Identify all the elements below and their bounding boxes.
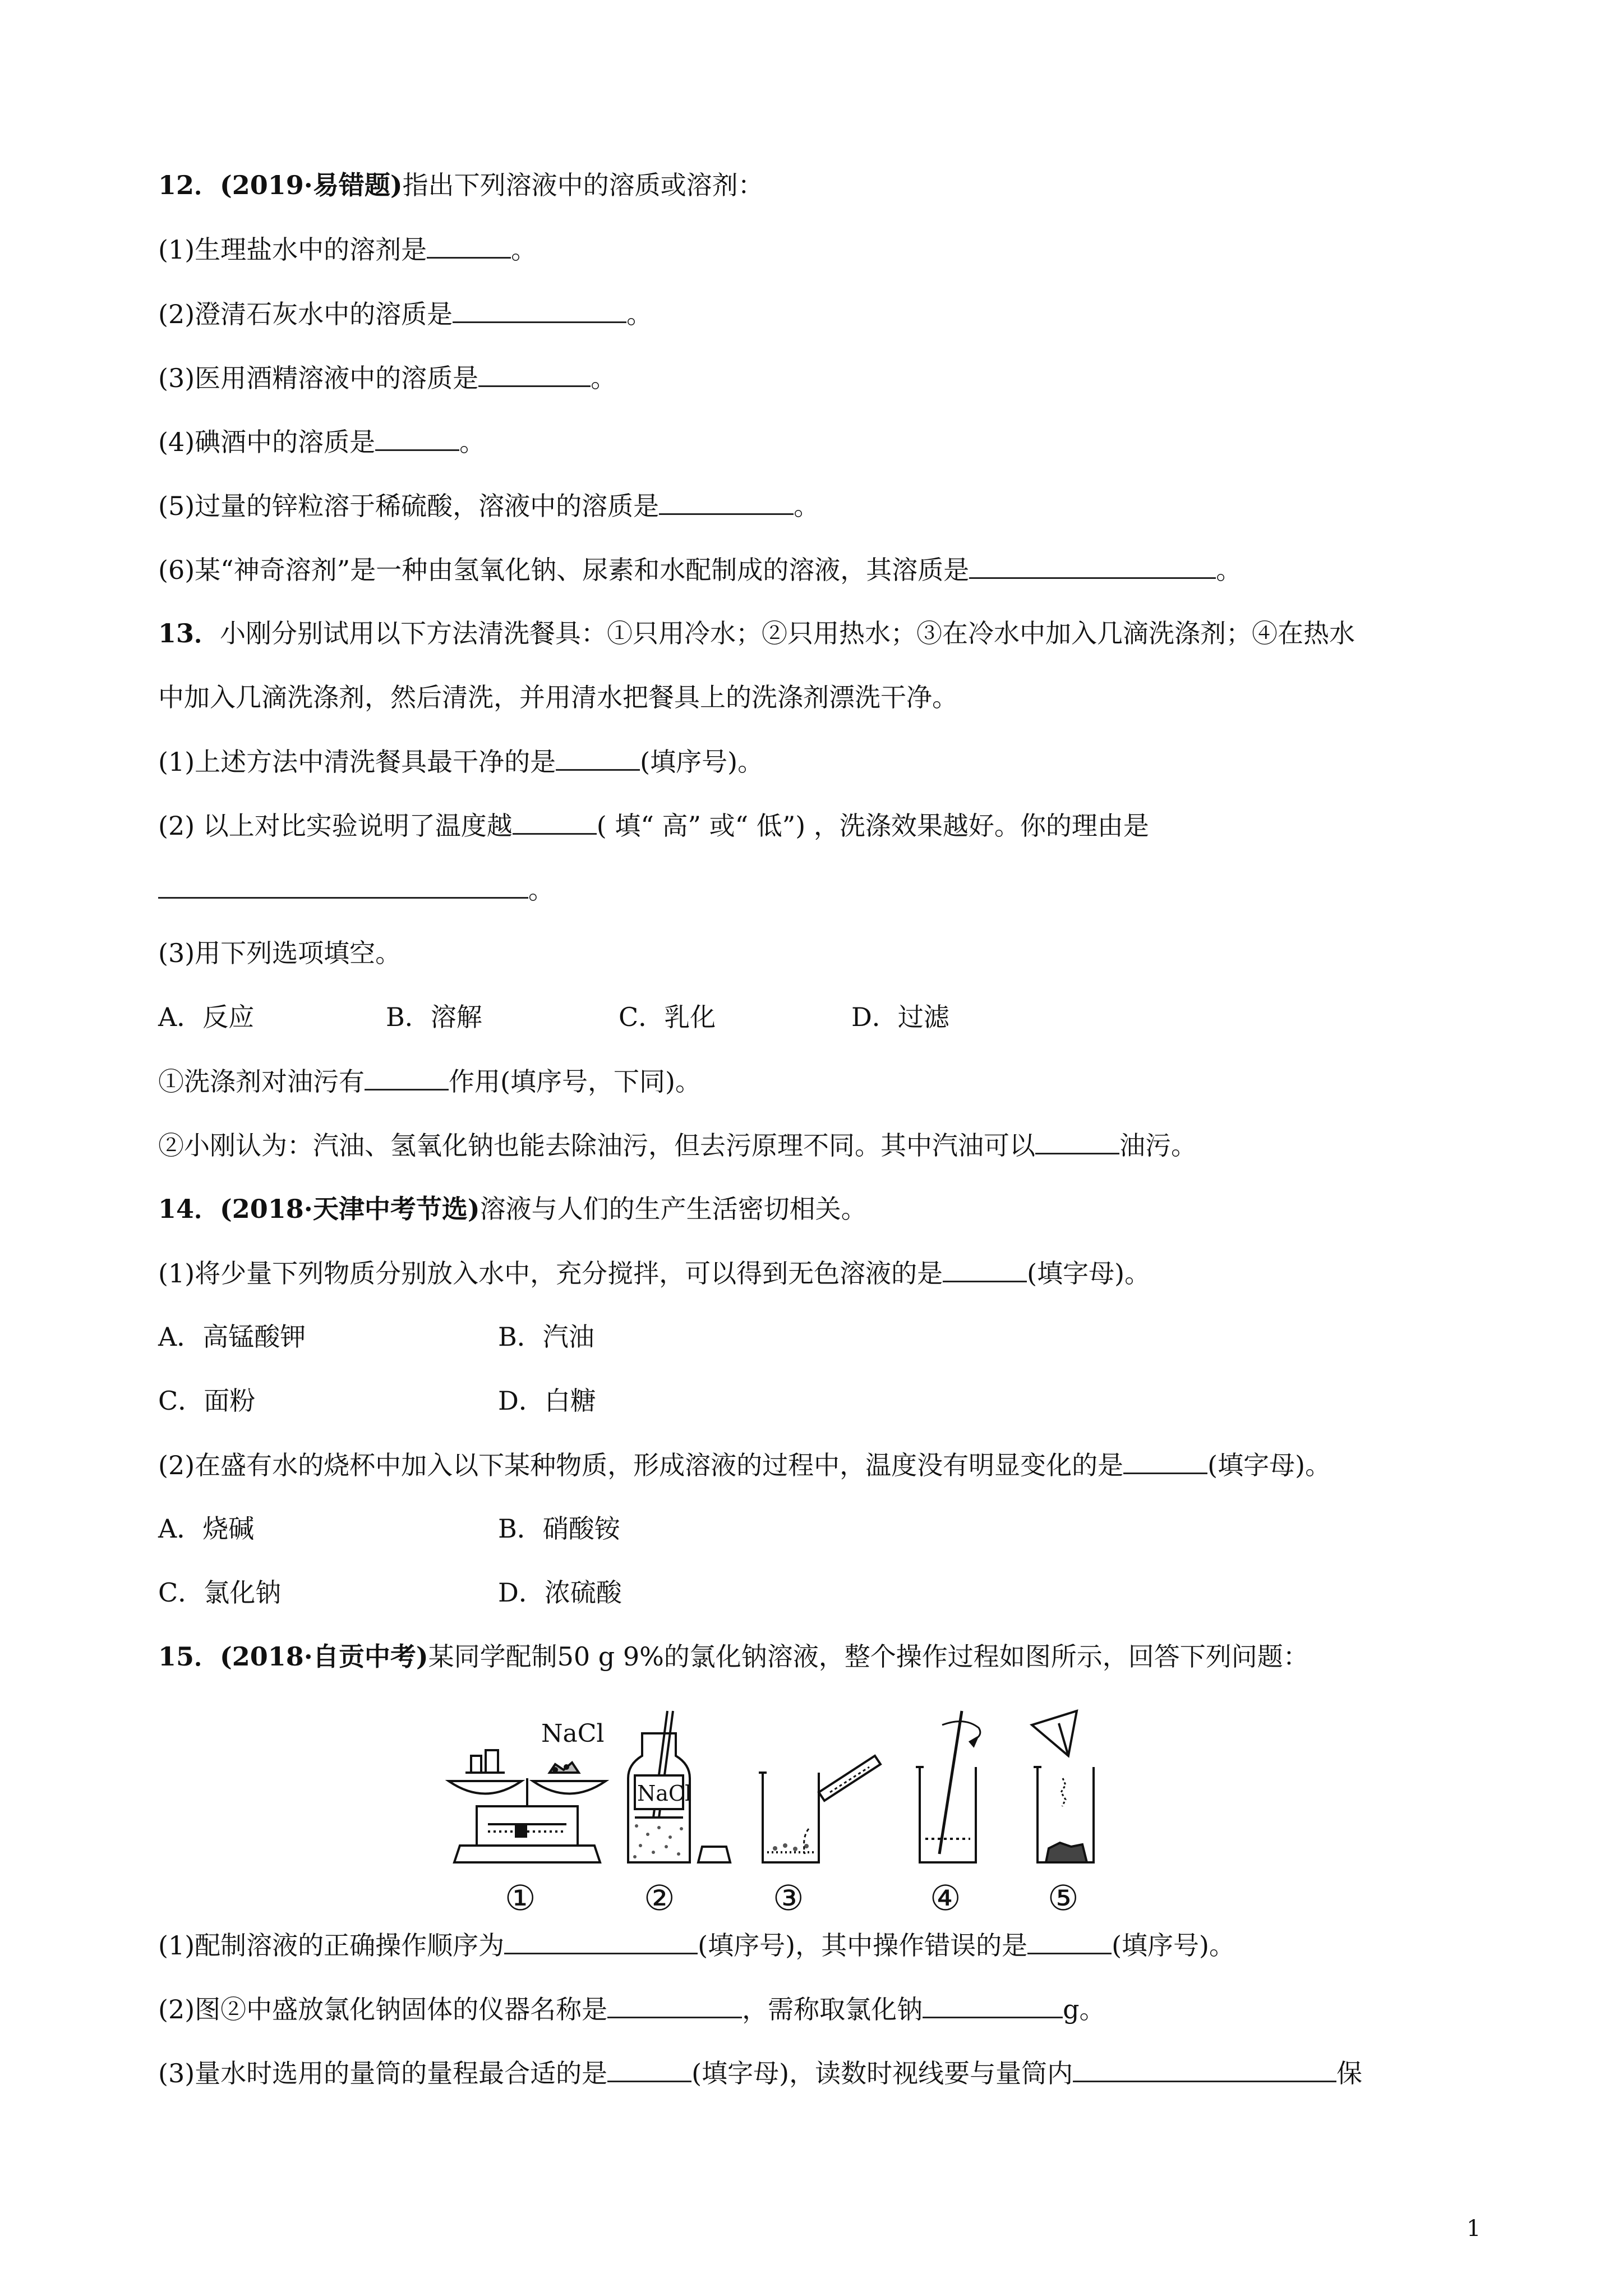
q13-sub-1-text: ①洗涤剂对油污有 bbox=[158, 1066, 365, 1097]
q14-part-1 bbox=[158, 1256, 1482, 1290]
q15-number: 15． bbox=[158, 1641, 220, 1672]
q13-part-1 bbox=[158, 744, 1482, 779]
funnel-beaker-icon bbox=[1032, 1711, 1094, 1862]
q13-part-1-end: (填序号)。 bbox=[640, 747, 764, 777]
q15-title bbox=[158, 1640, 1482, 1673]
q15-source: (2018·自贡中考) bbox=[220, 1641, 428, 1672]
reagent-bottle-icon bbox=[628, 1711, 730, 1862]
q13-part-2-cont bbox=[158, 872, 1482, 907]
step-label-4: ④ bbox=[930, 1878, 961, 1918]
q14-part-1-text: (1)将少量下列物质分别放入水中，充分搅拌，可以得到无色溶液的是 bbox=[158, 1258, 943, 1289]
answer-blank[interactable] bbox=[607, 2056, 691, 2082]
q14-p2-option-a: A．烧碱 bbox=[158, 1513, 255, 1544]
answer-blank[interactable] bbox=[375, 425, 459, 451]
answer-blank[interactable] bbox=[969, 553, 1216, 579]
q12-item-3 bbox=[158, 361, 1482, 395]
q15-part-3-mid: (填字母)，读数时视线要与量筒内 bbox=[691, 2058, 1073, 2088]
q13-option-c: C．乳化 bbox=[619, 1002, 716, 1032]
solution-preparation-figure bbox=[432, 1694, 1195, 1918]
q13-sub-2-text: ②小刚认为：汽油、氢氧化钠也能去除油污，但去污原理不同。其中汽油可以 bbox=[158, 1130, 1035, 1161]
q14-p1-option-c: C．面粉 bbox=[158, 1386, 256, 1416]
q14-title bbox=[158, 1192, 1482, 1226]
q12-item-2-text: (2)澄清石灰水中的溶质是 bbox=[158, 299, 453, 329]
q13-sub-2-end: 油污。 bbox=[1119, 1130, 1197, 1161]
q13-part-2 bbox=[158, 808, 1482, 843]
q14-part-2 bbox=[158, 1448, 1482, 1482]
q14-p1-option-a: A．高锰酸钾 bbox=[158, 1322, 306, 1352]
q15-part-2 bbox=[158, 1992, 1482, 2026]
step-label-5: ⑤ bbox=[1048, 1878, 1079, 1918]
q12-item-1-end: 。 bbox=[511, 234, 537, 265]
q12-number: 12． bbox=[158, 170, 220, 200]
q12-item-4 bbox=[158, 425, 1482, 459]
q13-part-2-end: 。 bbox=[528, 875, 554, 905]
q14-p2-option-b: B．硝酸铵 bbox=[498, 1513, 620, 1544]
q12-item-2 bbox=[158, 297, 1482, 331]
q15-part-3 bbox=[158, 2056, 1482, 2090]
q12-source: (2019·易错题) bbox=[220, 170, 403, 200]
q14-source: (2018·天津中考节选) bbox=[220, 1194, 480, 1224]
q15-part-1 bbox=[158, 1928, 1482, 1962]
answer-blank[interactable] bbox=[158, 872, 528, 899]
q15-part-1-end: (填序号)。 bbox=[1112, 1930, 1235, 1961]
q13-option-a: A．反应 bbox=[158, 1002, 255, 1032]
q12-item-5 bbox=[158, 489, 1482, 523]
q15-part-3-end: 保 bbox=[1336, 2058, 1363, 2088]
q13-part-1-text: (1)上述方法中清洗餐具最干净的是 bbox=[158, 747, 556, 777]
q15-part-2-mid: ，需称取氯化钠 bbox=[742, 1994, 923, 2024]
q13-sub-2 bbox=[158, 1128, 1482, 1162]
answer-blank[interactable] bbox=[504, 1928, 698, 1954]
q13-stem-1: 小刚分别试用以下方法清洗餐具：①只用冷水；②只用热水；③在冷水中加入几滴洗涤剂；④在热水 bbox=[220, 618, 1355, 648]
q12-item-1 bbox=[158, 232, 1482, 266]
answer-blank[interactable] bbox=[453, 297, 626, 323]
q12-item-2-end: 。 bbox=[626, 299, 653, 329]
answer-blank[interactable] bbox=[513, 808, 597, 835]
q14-number: 14． bbox=[158, 1194, 220, 1224]
q12-item-5-end: 。 bbox=[794, 491, 820, 521]
answer-blank[interactable] bbox=[427, 232, 511, 259]
answer-blank[interactable] bbox=[943, 1256, 1027, 1282]
q12-item-4-end: 。 bbox=[459, 427, 486, 457]
answer-blank[interactable] bbox=[478, 361, 591, 387]
q14-p1-option-b: B．汽油 bbox=[498, 1322, 594, 1352]
q14-p2-option-d: D．浓硫酸 bbox=[498, 1577, 622, 1608]
step-label-2: ② bbox=[644, 1878, 675, 1918]
q12-item-1-text: (1)生理盐水中的溶剂是 bbox=[158, 234, 427, 265]
q13-part-2-text: (2) 以上对比实验说明了温度越 bbox=[158, 811, 513, 841]
q12-item-6-end: 。 bbox=[1216, 555, 1242, 585]
q14-p1-option-d: D．白糖 bbox=[498, 1386, 596, 1416]
q14-part-1-end: (填字母)。 bbox=[1027, 1258, 1151, 1289]
answer-blank[interactable] bbox=[1027, 1928, 1112, 1954]
q12-item-3-text: (3)医用酒精溶液中的溶质是 bbox=[158, 363, 479, 393]
pouring-water-icon bbox=[759, 1756, 880, 1862]
nacl-label: NaCl bbox=[541, 1719, 605, 1748]
q12-title bbox=[158, 168, 1482, 202]
page-number: 1 bbox=[1467, 2216, 1481, 2242]
q12-stem: 指出下列溶液中的溶质或溶剂： bbox=[402, 170, 764, 200]
q14-stem: 溶液与人们的生产生活密切相关。 bbox=[479, 1194, 867, 1224]
answer-blank[interactable] bbox=[1035, 1128, 1119, 1154]
answer-blank[interactable] bbox=[365, 1064, 449, 1091]
q15-part-2-text: (2)图②中盛放氯化钠固体的仪器名称是 bbox=[158, 1994, 608, 2024]
answer-blank[interactable] bbox=[1073, 2056, 1336, 2082]
q15-part-1-text: (1)配制溶液的正确操作顺序为 bbox=[158, 1930, 505, 1961]
q12-item-3-end: 。 bbox=[591, 363, 617, 393]
q13-stem-2: 中加入几滴洗涤剂，然后清洗，并用清水把餐具上的洗涤剂漂洗干净。 bbox=[158, 682, 958, 712]
answer-blank[interactable] bbox=[659, 489, 794, 515]
q15-stem: 某同学配制50 g 9%的氯化钠溶液，整个操作过程如图所示，回答下列问题： bbox=[428, 1641, 1309, 1672]
step-label-3: ③ bbox=[773, 1878, 804, 1918]
q12-item-4-text: (4)碘酒中的溶质是 bbox=[158, 427, 376, 457]
q13-option-b: B．溶解 bbox=[386, 1002, 482, 1032]
q13-sub-1-end: 作用(填序号，下同)。 bbox=[449, 1066, 701, 1097]
q14-part-2-text: (2)在盛有水的烧杯中加入以下某种物质，形成溶液的过程中，温度没有明显变化的是 bbox=[158, 1450, 1124, 1480]
q12-item-6-text: (6)某“神奇溶剂”是一种由氢氧化钠、尿素和水配制成的溶液，其溶质是 bbox=[158, 555, 970, 585]
q15-part-1-mid: (填序号)，其中操作错误的是 bbox=[698, 1930, 1028, 1961]
q13-option-d: D．过滤 bbox=[851, 1002, 949, 1032]
balance-icon bbox=[449, 1719, 606, 1862]
step-label-1: ① bbox=[505, 1878, 536, 1918]
q15-part-2-end: g。 bbox=[1063, 1994, 1105, 2024]
stirring-icon bbox=[916, 1711, 980, 1862]
q12-item-6 bbox=[158, 553, 1482, 587]
q12-item-5-text: (5)过量的锌粒溶于稀硫酸，溶液中的溶质是 bbox=[158, 491, 660, 521]
q13-part-2-mid: ( 填“ 高” 或“ 低”) ，洗涤效果越好。你的理由是 bbox=[596, 811, 1149, 841]
answer-blank[interactable] bbox=[923, 1992, 1063, 2018]
q14-part-2-end: (填字母)。 bbox=[1207, 1450, 1331, 1480]
q15-part-3-text: (3)量水时选用的量筒的量程最合适的是 bbox=[158, 2058, 608, 2088]
answer-blank[interactable] bbox=[556, 744, 640, 771]
q13-title bbox=[158, 616, 1482, 650]
q13-number: 13． bbox=[158, 618, 220, 648]
q14-p2-option-c: C．氯化钠 bbox=[158, 1577, 282, 1608]
q13-part-3: (3)用下列选项填空。 bbox=[158, 938, 402, 968]
q13-sub-1 bbox=[158, 1064, 1482, 1098]
bottle-label: NaCl bbox=[637, 1781, 692, 1806]
answer-blank[interactable] bbox=[607, 1992, 742, 2018]
answer-blank[interactable] bbox=[1123, 1448, 1207, 1474]
